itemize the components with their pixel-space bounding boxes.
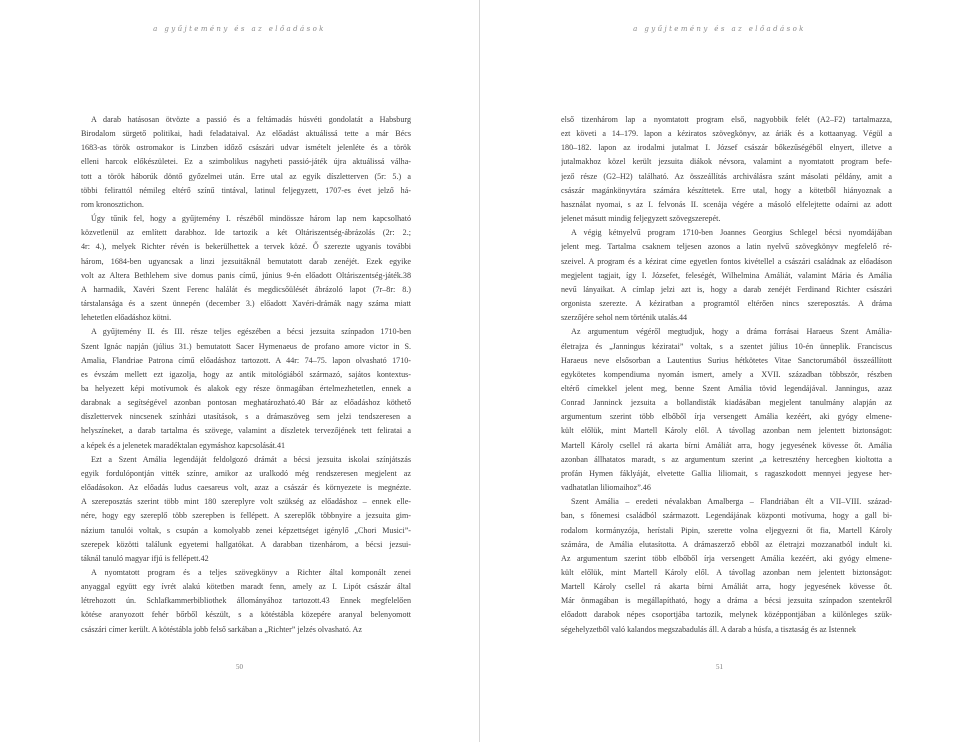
text-line: kült előlük, mint Martell Károly elől. A távollag azonban nem jelentett biztonságot:	[561, 568, 892, 577]
text-line: Martell Károly csellel rá akarta bírni Amáliát arra, hogy jegyesének kövesse őt. Amália	[561, 440, 892, 450]
text-line: közvetlenül az említett darabhoz. Ide tartozik a két Oltáriszentség-ábrázolás (2r: 2.;	[81, 228, 411, 238]
text-line: Amalia, Flandriae Patrona című előadáshoz tartozott. A 44r: 74–75. lapon olvasható 1710-	[81, 355, 411, 365]
text-line: Az argumentum szerint több elbőből írja versengett Amália kezéért, aki gyógy elmene-	[561, 553, 892, 563]
running-head-right: a gyűjtemény és az előadások	[633, 25, 806, 33]
text-line: Már önmagában is megállapítható, hogy a dráma a bécsi jezsuita színpadon szentekről	[561, 596, 892, 606]
text-line: eltérő címekkel jelent meg, benne Szent Amália tövid legendájával. Janningus, azaz	[561, 383, 892, 393]
text-line: názium tanulói voltak, s csupán a komolyabb zenei képzettséget igénylő „Chori Musici”-	[81, 525, 411, 535]
text-line: szerzőjére sehol nem történik utalás.44	[561, 313, 688, 323]
text-line: ba helyezett képi motívumok és alakok egy része önmagában értelmezhetetlen, ennek a	[81, 383, 411, 393]
text-line: es évszám mellett ezt igazolja, hogy az antik mitológiából származó, sajátos kontextus-	[81, 369, 411, 379]
text-line: császári címer került. A kötéstábla jobb felső sarkában a „Richter” jelzés olvasható. Az	[81, 624, 362, 634]
text-line: nevű lányaikat. A címlap jelzi azt is, hogy a darab zenéjét Ferdinand Richter császári	[561, 284, 892, 294]
text-line: táknál tanuló magyar ifjú is fellépett.42	[81, 553, 209, 563]
text-line: A szereposztás szerint több mint 180 szereplyre volt szükség az előadáshoz – ennek elle-	[81, 497, 411, 507]
text-line: Ezt a Szent Amália legendáját feldolgozó drámát a bécsi jezsuita iskolai színjátszás	[91, 454, 411, 464]
text-line: szeivel. A program és a kézirat címe egyetlen fontos kivétellel a császári családnak az előadáson	[561, 256, 892, 266]
text-line: A darab hatásosan ötvözte a passió és a feltámadás húsvéti gondolatát a Habsburg	[91, 115, 411, 124]
text-line: Szent Amália – eredeti névalakban Amalberga – Flandriában élt a VII–VIII. század-	[571, 497, 892, 507]
right-page-body	[561, 113, 892, 637]
text-line: volt az Altera Bethlehem sive domus panis című, június 9-én előadott Oltáriszentség-játék.38	[81, 270, 411, 280]
text-line: első tizenhárom lap a nyomtatott program első, nagyobbik felét (A2–F2) tartalmazza,	[561, 115, 892, 124]
page-number-left: 50	[236, 663, 243, 671]
text-line: tott a török háborúk döntő győzelmei után. Erre utal az egyik díszletterven (5r: 5.) a	[81, 171, 411, 181]
text-line: jelenet másutt mindig feljegyzett szövegszerepét.	[561, 214, 721, 224]
text-line: ezt követi a 14–179. lapon a kéziratos szövegkönyv, az áriák és a kottaanyag. Végül a	[561, 129, 892, 139]
text-line: lehetetlen előadáshoz kötni.	[81, 313, 172, 323]
text-line: többi felirattól némileg eltérő színű tintával, latinul feljegyzett, 1707-es évet jelző há-	[81, 185, 411, 195]
text-line: Úgy tűnik fel, hogy a gyűjtemény I. részéből mindössze három lap nem kapcsolható	[91, 214, 411, 224]
left-page	[0, 0, 479, 742]
text-line: elleni harcok előkészületei. Ez a szimbolikus nagyheti passió-játék újra aktuálissá válha-	[81, 157, 411, 167]
text-line: Szent Ignác napján (július 31.) bemutatott Sacer Hymenaeus de profano amore victor in S.	[81, 341, 411, 351]
text-line: nére, hogy egy szereplő több szerepben is fellépett. A szereplők többnyire a jezsuita gim-	[81, 511, 411, 521]
text-line: A harmadik, Xavéri Szent Ferenc halálát és megdicsőülését ábrázoló lapot (7r–8r: 8.)	[81, 284, 411, 294]
text-line: kült előlük, mint Martell Károly elől. A távollag azonban nem jelentett biztonságot:	[561, 426, 892, 436]
text-line: vadhatatlan liliomaihoz”.46	[561, 483, 651, 493]
text-line: azonban állhatatos maradt, s az argumentum szerint „a ketresztény hercegben kioltotta a	[561, 454, 892, 464]
text-line: 1683-as török ostromakor is Linzben időző császári udvar ismételt jelenléte és a török	[81, 143, 411, 153]
text-line: jutalmakhoz közel került jezsuita diákok névsora, valamint a nyomtatott program befe-	[561, 157, 892, 167]
text-line: Conrad Janninck jezsuita a bollandisták kiadásában megjelent tanulmány alapján az	[561, 398, 892, 408]
text-line: császár magánkönyvtára számára készíttetek. Erre utal, hogy a kötetből hiányoznak a	[561, 185, 892, 195]
running-head-left: a gyűjtemény és az előadások	[153, 25, 326, 33]
text-line: profán Hymen fáklyáját, elvetette Gallia liliomait, s ragaszkodott mennyei jegyese her-	[561, 468, 892, 478]
text-line: számára, de Amália elutasította. A drámaszerző ebből az életrajzi mozzanatból indult ki.	[561, 539, 892, 549]
text-line: előadott darabok népes csoportjába tartozik, melynek középpontjában a különleges szük-	[561, 610, 892, 620]
text-line: helyszíneket, a darab tartalma és szövege, valamint a díszletek tervezőjének tett feliratai a	[81, 426, 411, 436]
text-line: előadásokon. Az előadás ludus caesareus volt, azaz a császár és környezete is megnézte.	[81, 483, 411, 493]
text-line: megjelent tagjait, így I. Józsefet, feleségét, Wilhelmina Amáliát, valamint Mária és Amália	[561, 270, 892, 280]
text-line: egyik fordulópontján vitték színre, amikor az uralkodó még rendszeresen megjelent az	[81, 468, 411, 478]
text-line: szerepek közötti találunk egyetemi hallgatókat. A darabban tizenhárom, a bécsi jezsui-	[81, 539, 411, 549]
text-line: kötése aranyozott fehér bőrből készült, s a kötéstábla közepére aranyal belenyomott	[81, 610, 411, 620]
text-line: anyaggal együtt egy ívrét alakú kötetben maradt fenn, amely az I. Lipót császár által	[81, 582, 411, 592]
text-line: A nyomtatott program és a teljes szövegkönyv a Richter által komponált zenei	[91, 568, 411, 577]
page-number-right: 51	[716, 663, 723, 671]
text-line: Martell Károly csellel rá akarta bírni Amáliát arra, hogy jegyesének kövesse őt.	[561, 582, 892, 592]
text-line: jező része (G2–H2) található. Az összeállítás archiválásra szánt másolati példány, amit a	[561, 171, 892, 181]
text-line: három, 1684-ben ugyancsak a linzi jezsuitáknál bemutatott darab zenéjét. Ezek egyike	[81, 256, 411, 266]
text-line: jelent meg. Tartalma csaknem teljesen azonos a latin nyelvű szövegkönyv megfelelő ré-	[561, 242, 892, 252]
left-page-body	[81, 113, 411, 637]
text-line: 4r: 4.), melyek Richter révén is bekerülhettek a tervek közé. Ő szerezte ugyanis további	[81, 242, 411, 252]
text-line: 180–182. lapon az irodalmi jutalmat I. József császár bőkezűségéből elnyert, illetve a	[561, 143, 892, 153]
text-line: a képek és a jelenetek maradéktalan egymáshoz kapcsolását.41	[81, 440, 286, 450]
text-line: használat nyomai, s az I. felvonás II. scenája végére a másoló elfelejtette odaírni az adott	[561, 199, 892, 209]
text-line: társtalansága és a szent ünnepén (december 3.) előadott Xavéri-drámák nagy száma miatt	[81, 299, 411, 309]
text-line: rom kronosztichon.	[81, 199, 144, 209]
text-line: Az argumentum végéről megtudjuk, hogy a dráma forrásai Haraeus Szent Amália-	[571, 327, 892, 337]
right-page	[480, 0, 959, 742]
text-line: létrehozott ún. Schlafkammerbibliothek állományához tartozott.43 Ennek megfelelően	[81, 596, 411, 606]
text-line: darabnak a segítségével azonban pontosan meghatározható.40 Bár az előadáshoz köthető	[81, 398, 411, 408]
text-line: egykötetes kompendiuma nyomán ismert, amely a XVII. században többször, részben	[561, 369, 892, 379]
text-line: A végig kétnyelvű program 1710-ben Joannes Georgius Schlegel bécsi nyomdájában	[571, 228, 892, 238]
text-line: argumentum szerint több elbőből írja versengett Amália kezéért, aki gyógy elmene-	[561, 412, 892, 422]
text-line: Birodalom sürgető politikai, hadi feladataival. Az előadást aktuálissá tette a már Bécs	[81, 129, 411, 139]
text-line: A gyűjtemény II. és III. része teljes egészében a bécsi jezsuita színpadon 1710-ben	[91, 327, 411, 337]
text-line: életrajza és „Janningus kéziratai” voltak, s a szentet július 10-én ünneplik. Franciscus	[561, 341, 892, 351]
text-line: orgonista szerezte. A kéziratban a programtól eltérően nincs szereposztás. A dráma	[561, 299, 892, 309]
text-line: díszlettervek nincsenek színházi utasítások, s a drámaszöveg sem jelzi tendszeresen a	[81, 412, 411, 422]
text-line: ban, s főnemesi családból származott. Legendájának központi motívuma, hogy a gall bi-	[561, 511, 892, 521]
text-line: Haraeus neve elsősorban a Lautentius Surius hétkötetes Vitae Sanctorumából összeállított	[561, 355, 892, 365]
text-line: ségehelyzetből való kalandos megszabadulás áll. A darab a húsfa, a tisztaság és az Istennek	[561, 624, 857, 634]
text-line: rodalom kormányzója, herístali Pipin, szerette volna eljegyezni őt fia, Martell Károly	[561, 525, 892, 535]
